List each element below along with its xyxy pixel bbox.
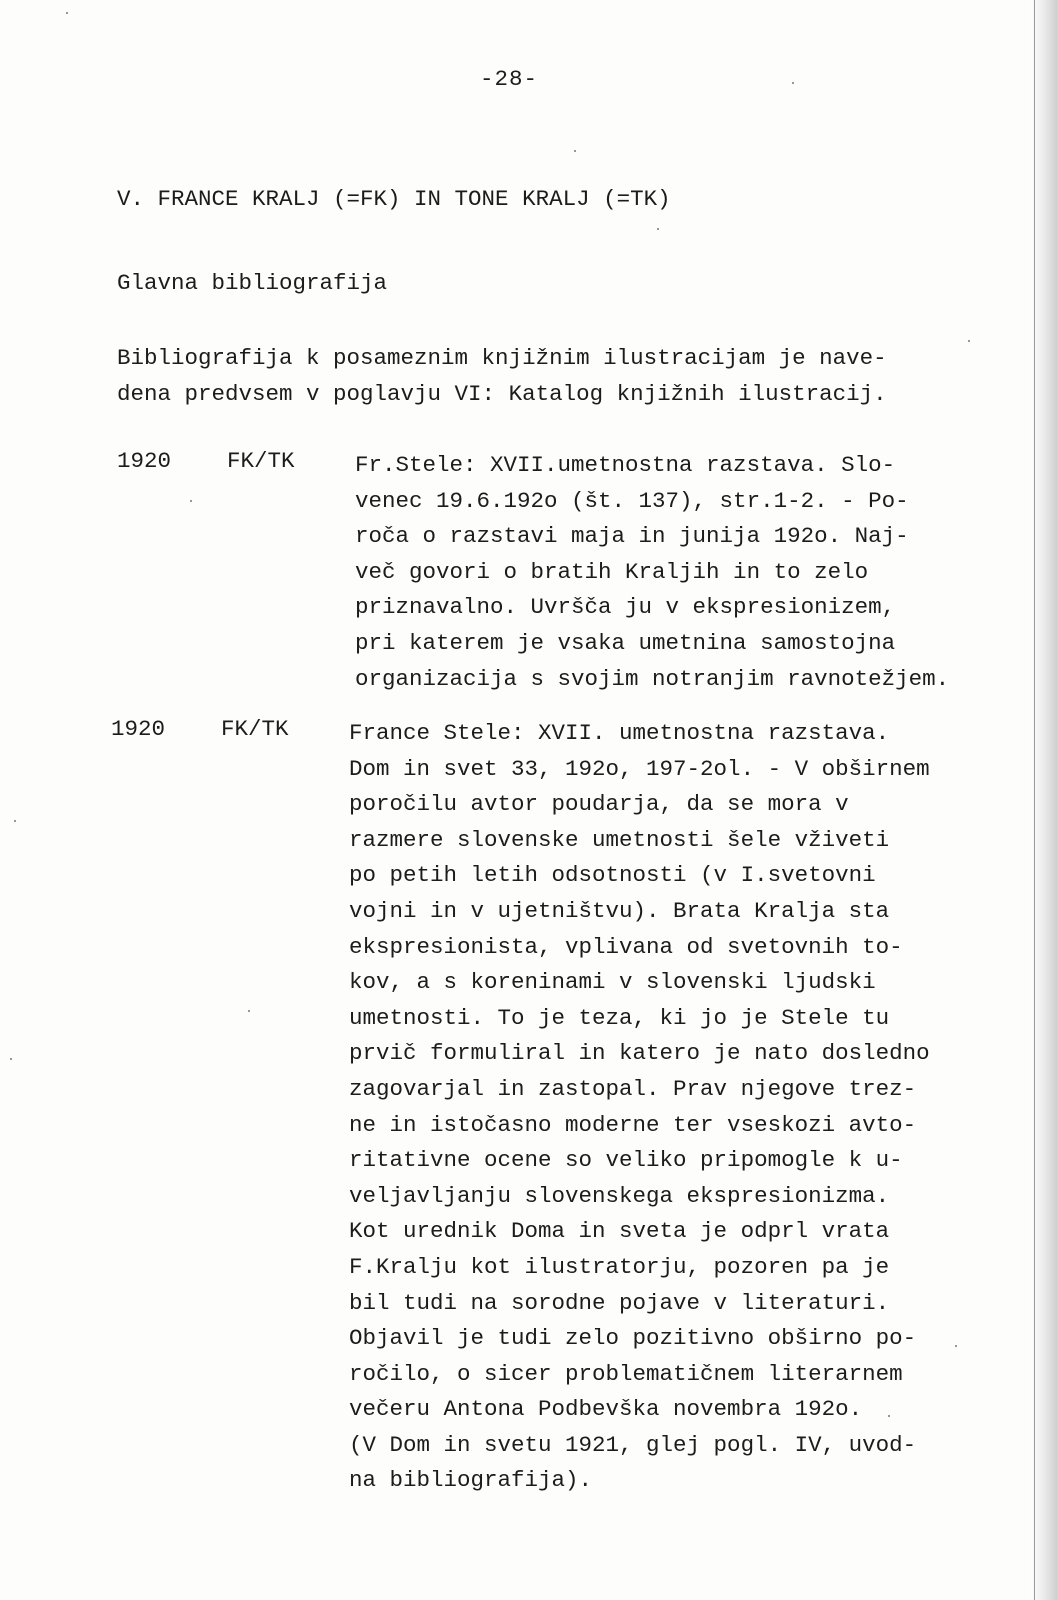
- entry-line: (V Dom in svetu 1921, glej pogl. IV, uvod-: [349, 1431, 917, 1458]
- entry-line: razmere slovenske umetnosti šele vživeti: [349, 826, 890, 853]
- page-edge-line: [1034, 0, 1035, 1600]
- entry-line: poročilu avtor poudarja, da se mora v: [349, 791, 849, 818]
- scan-speck: [657, 228, 659, 230]
- entry-line: Kot urednik Doma in sveta je odprl vrata: [349, 1218, 890, 1245]
- entry-line: pri katerem je vsaka umetnina samostojna: [355, 629, 896, 656]
- scan-speck: [968, 340, 970, 342]
- entry-line: Dom in svet 33, 192o, 197-2ol. - V obširnem: [349, 755, 930, 782]
- entry-line: ročilo, o sicer problematičnem literarnem: [349, 1360, 903, 1387]
- entry-line: ritativne ocene so veliko pripomogle k u-: [349, 1147, 903, 1174]
- entry-line: več govori o bratih Kraljih in to zelo: [355, 558, 869, 585]
- scan-speck: [66, 12, 68, 14]
- entry-line: ne in istočasno moderne ter vseskozi avto-: [349, 1111, 917, 1138]
- entry-line: umetnosti. To je teza, ki jo je Stele tu: [349, 1004, 890, 1031]
- entry-line: priznavalno. Uvršča ju v ekspresionizem,: [355, 594, 896, 621]
- entry-authors: FK/TK: [227, 448, 295, 474]
- scan-speck: [955, 1345, 957, 1347]
- intro-line: Bibliografija k posameznim knjižnim ilustracijam je nave-: [117, 345, 887, 371]
- entry-line: veljavljanju slovenskega ekspresionizma.: [349, 1182, 890, 1209]
- entry-line: venec 19.6.192o (št. 137), str.1-2. - Po-: [355, 487, 909, 514]
- entry-line: večeru Antona Podbevška novembra 192o.: [349, 1396, 863, 1423]
- entry-year: 1920: [117, 448, 172, 474]
- chapter-heading: V. FRANCE KRALJ (=FK) IN TONE KRALJ (=TK): [117, 186, 671, 212]
- scan-speck: [190, 500, 192, 502]
- entry-line: po petih letih odsotnosti (v I.svetovni: [349, 862, 876, 889]
- entry-line: France Stele: XVII. umetnostna razstava.: [349, 720, 890, 746]
- page-number: -28-: [480, 66, 539, 92]
- scan-speck: [14, 820, 16, 822]
- entry-line: Objavil je tudi zelo pozitivno obširno po-: [349, 1325, 917, 1352]
- entry-line: zagovarjal in zastopal. Prav njegove trez-: [349, 1075, 917, 1102]
- scan-speck: [574, 150, 576, 152]
- entry-line: F.Kralju kot ilustratorju, pozoren pa je: [349, 1253, 890, 1280]
- entry-authors: FK/TK: [221, 716, 289, 742]
- scan-speck: [888, 1415, 890, 1417]
- entry-line: organizacija s svojim notranjim ravnotežjem.: [355, 665, 950, 692]
- scan-speck: [792, 82, 794, 84]
- scan-speck: [10, 1058, 12, 1060]
- entry-line: Fr.Stele: XVII.umetnostna razstava. Slo-: [355, 452, 896, 478]
- entry-line: ekspresionista, vplivana od svetovnih to-: [349, 933, 903, 960]
- entry-line: bil tudi na sorodne pojave v literaturi.: [349, 1289, 890, 1316]
- entry-text: [349, 716, 930, 1499]
- entry-text: [355, 448, 949, 697]
- intro-line: dena predvsem v poglavju VI: Katalog knjižnih ilustracij.: [117, 381, 887, 407]
- entry-line: kov, a s koreninami v slovenski ljudski: [349, 969, 876, 996]
- entry-line: prvič formuliral in katero je nato dosledno: [349, 1040, 930, 1067]
- entry-line: vojni in v ujetništvu). Brata Kralja sta: [349, 897, 890, 924]
- intro-paragraph: [117, 340, 887, 412]
- section-subheading: Glavna bibliografija: [117, 270, 388, 296]
- entry-year: 1920: [111, 716, 166, 742]
- entry-line: roča o razstavi maja in junija 192o. Naj-: [355, 523, 909, 550]
- scan-speck: [248, 1010, 250, 1012]
- entry-line: na bibliografija).: [349, 1467, 593, 1494]
